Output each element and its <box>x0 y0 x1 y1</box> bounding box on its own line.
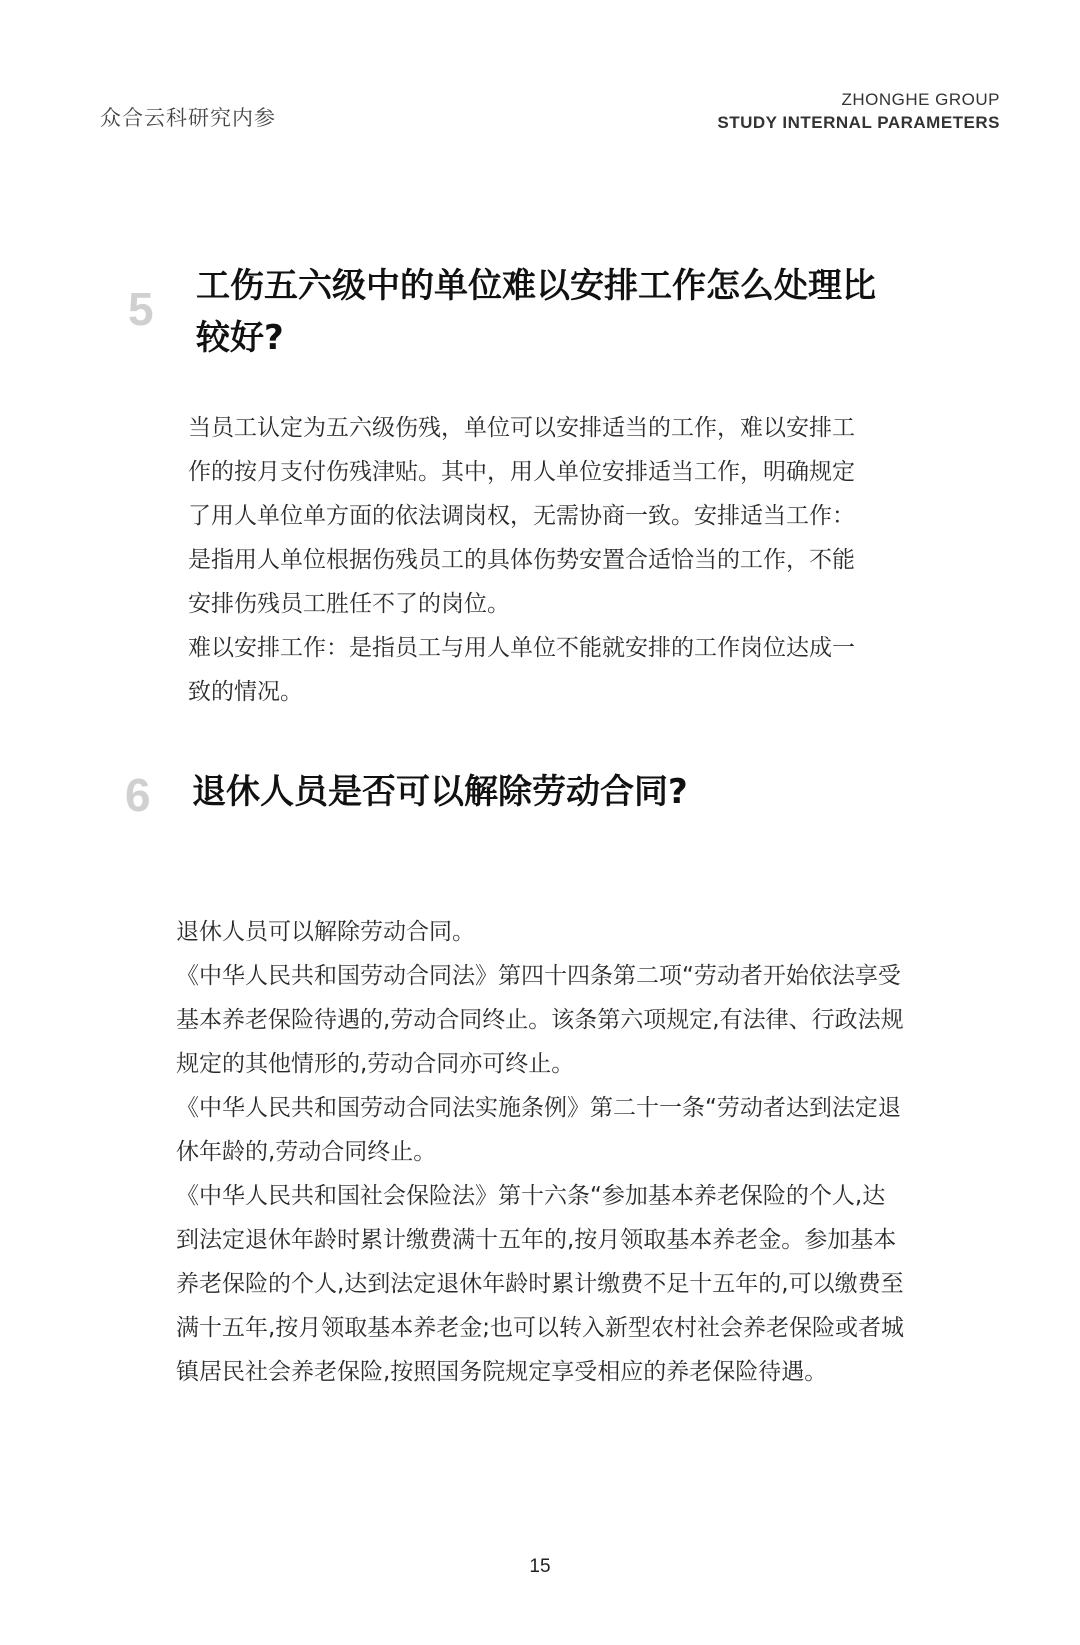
section-title-line: 较好? <box>196 318 284 358</box>
body-line: 镇居民社会养老保险,按照国务院规定享受相应的养老保险待遇。 <box>176 1359 828 1385</box>
body-line: 安排伤残员工胜任不了的岗位。 <box>188 591 510 617</box>
body-line: 到法定退休年龄时累计缴费满十五年的,按月领取基本养老金。参加基本 <box>176 1227 897 1253</box>
section-title <box>192 766 932 818</box>
body-line: 《中华人民共和国社会保险法》第十六条“参加基本养老保险的个人,达 <box>176 1183 886 1209</box>
section-title-line: 工伤五六级中的单位难以安排工作怎么处理比 <box>196 266 876 306</box>
section-number: 6 <box>125 769 151 821</box>
body-line: 当员工认定为五六级伤残，单位可以安排适当的工作，难以安排工 <box>188 415 855 441</box>
body-line: 难以安排工作：是指员工与用人单位不能就安排的工作岗位达成一 <box>188 635 855 661</box>
body-line: 《中华人民共和国劳动合同法》第四十四条第二项“劳动者开始依法享受 <box>176 963 901 989</box>
body-line: 养老保险的个人,达到法定退休年龄时累计缴费不足十五年的,可以缴费至 <box>176 1271 904 1297</box>
body-line: 满十五年,按月领取基本养老金;也可以转入新型农村社会养老保险或者城 <box>176 1315 905 1341</box>
header-brand-name: ZHONGHE GROUP <box>841 90 1000 109</box>
body-line: 是指用人单位根据伤残员工的具体伤势安置合适恰当的工作，不能 <box>188 547 855 573</box>
header-brand <box>717 88 1000 134</box>
page-number: 15 <box>529 1556 551 1577</box>
body-line: 致的情况。 <box>188 679 303 705</box>
section-title <box>196 260 916 364</box>
header-brand-subtitle: STUDY INTERNAL PARAMETERS <box>717 113 1000 132</box>
section-body <box>188 406 908 714</box>
body-line: 退休人员可以解除劳动合同。 <box>176 919 475 945</box>
body-line: 《中华人民共和国劳动合同法实施条例》第二十一条“劳动者达到法定退 <box>176 1095 901 1121</box>
section-body <box>176 910 936 1394</box>
section-title-line: 退休人员是否可以解除劳动合同? <box>192 772 688 812</box>
body-line: 基本养老保险待遇的,劳动合同终止。该条第六项规定,有法律、行政法规 <box>176 1007 904 1033</box>
body-line: 了用人单位单方面的依法调岗权，无需协商一致。安排适当工作： <box>188 503 855 529</box>
body-line: 休年龄的,劳动合同终止。 <box>176 1139 437 1165</box>
body-line: 规定的其他情形的,劳动合同亦可终止。 <box>176 1051 575 1077</box>
body-line: 作的按月支付伤残津贴。其中，用人单位安排适当工作，明确规定 <box>188 459 855 485</box>
header-publication-title: 众合云科研究内参 <box>100 106 276 130</box>
section-number: 5 <box>128 283 154 335</box>
